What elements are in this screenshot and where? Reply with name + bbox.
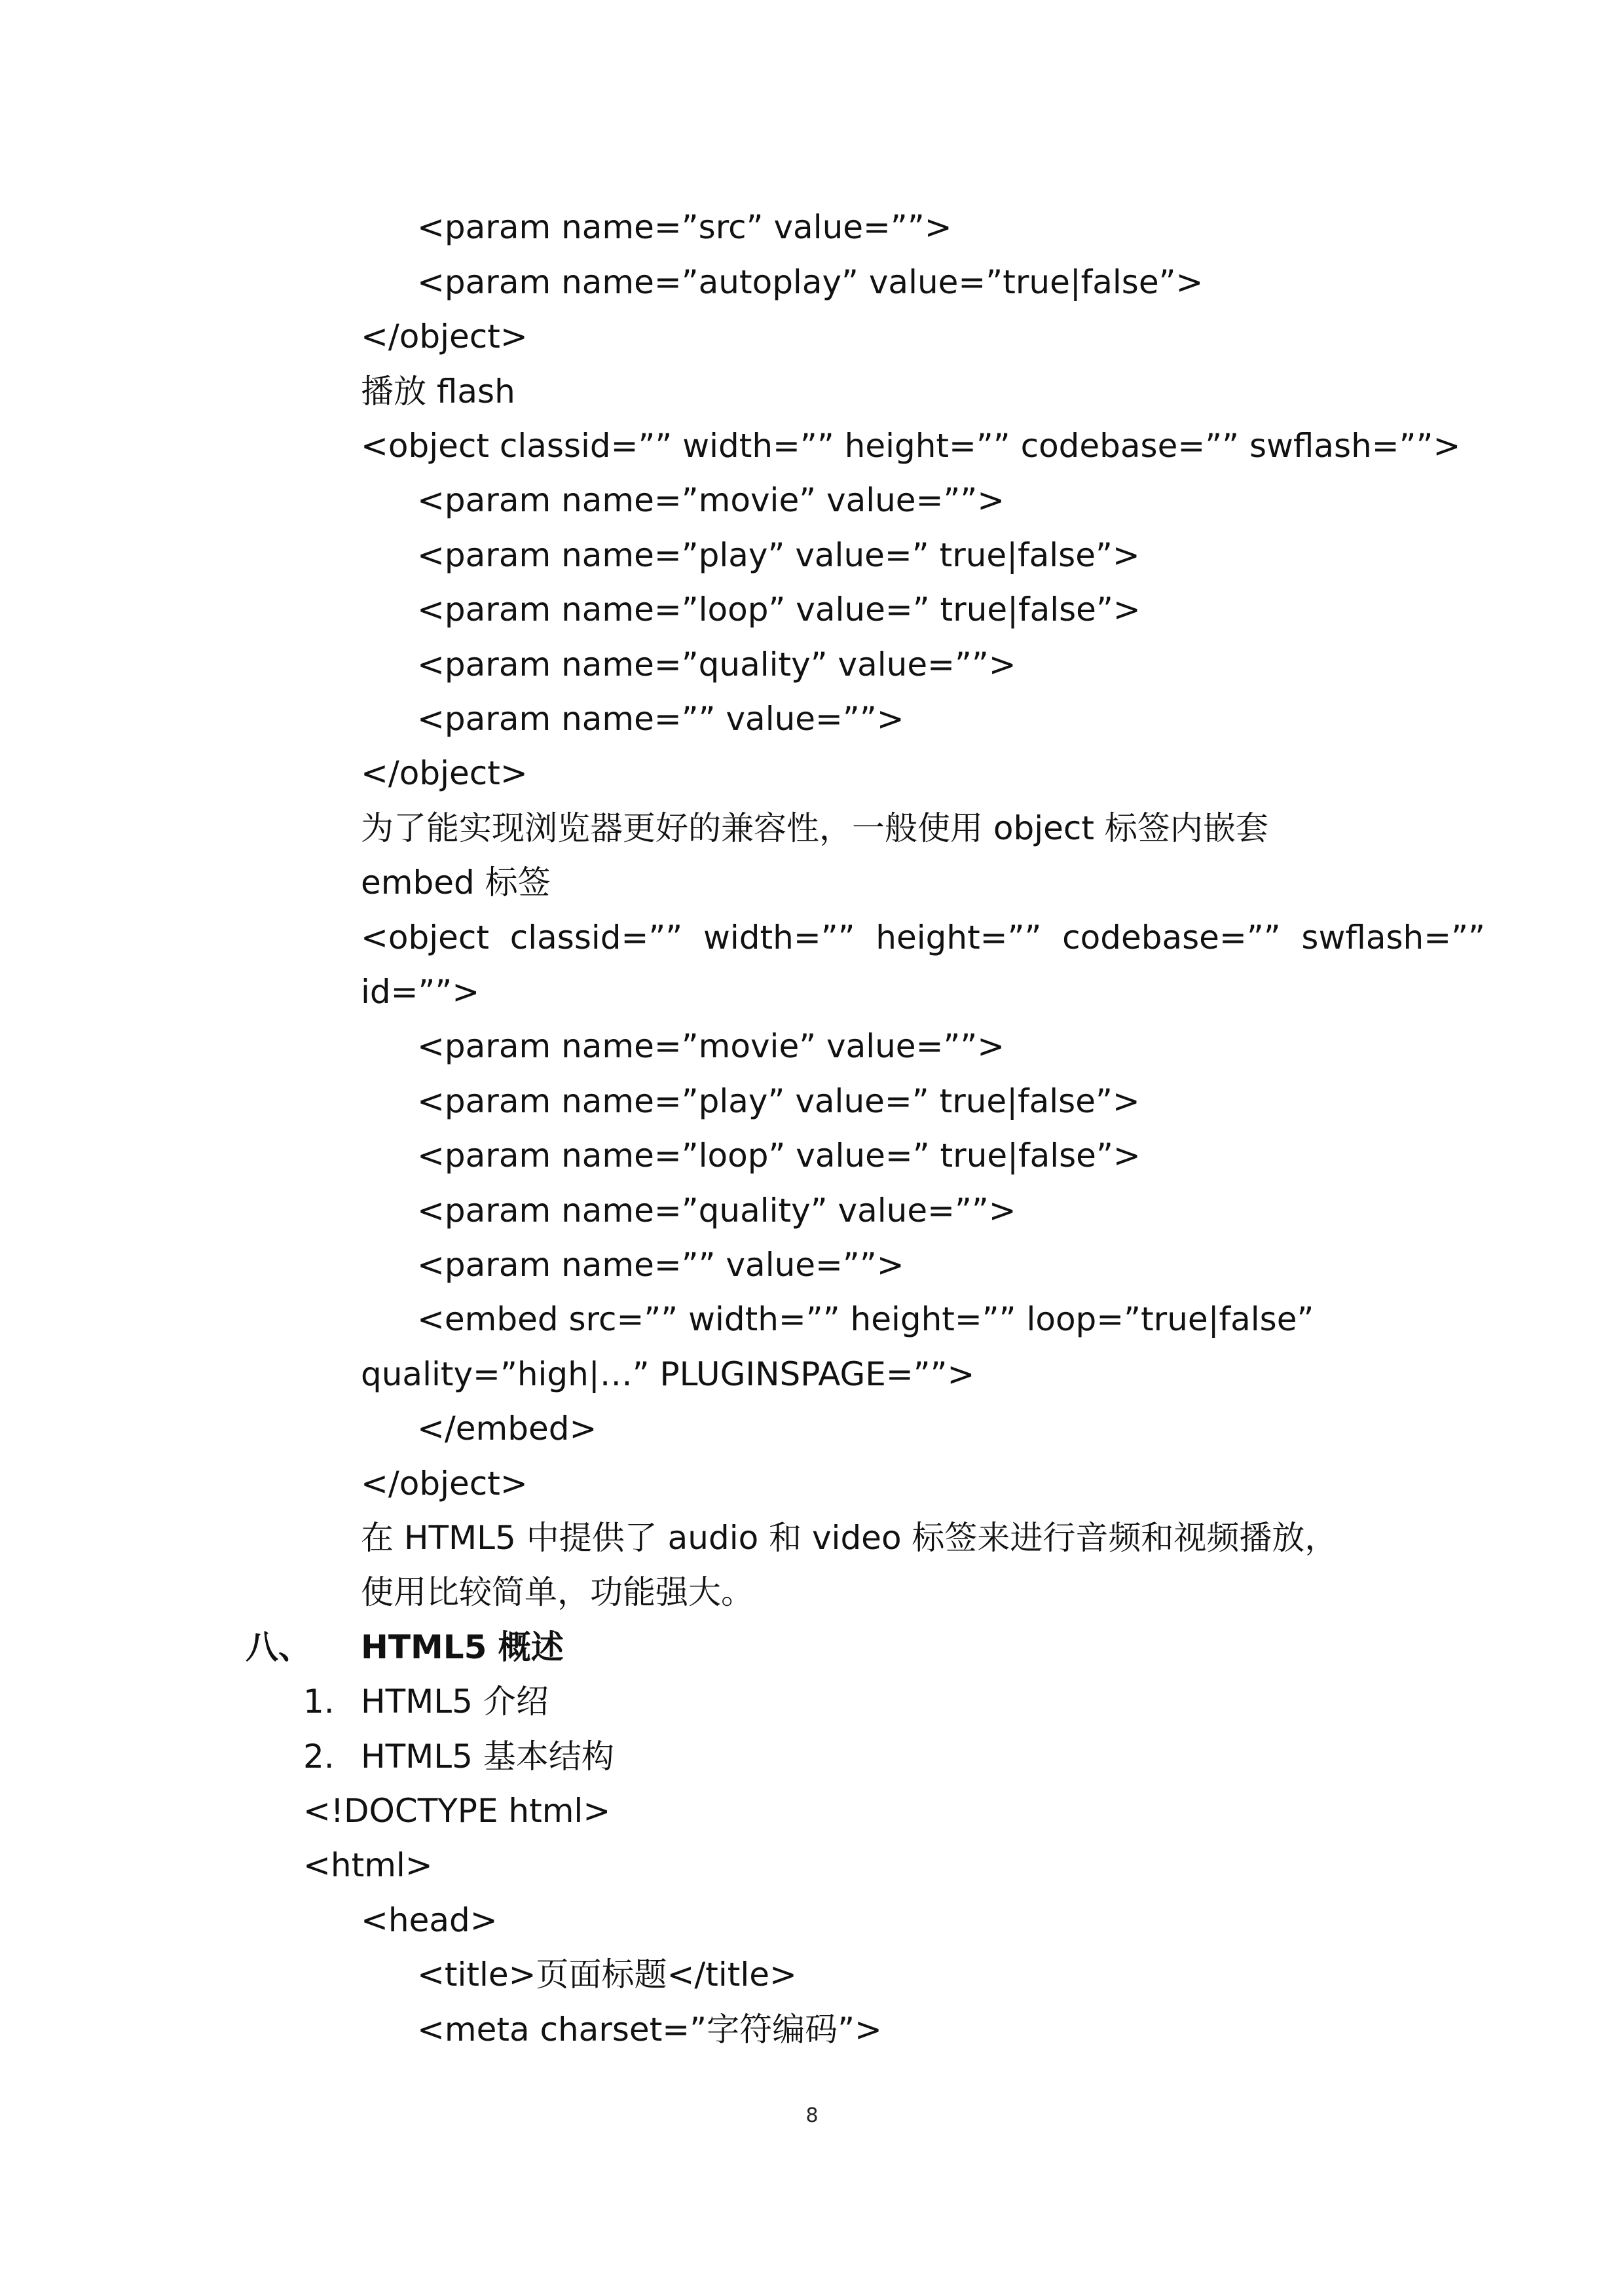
code-line: <param name=”” value=””> [417, 700, 904, 738]
code-line: <title>页面标题</title> [417, 1956, 797, 1994]
code-line: <html> [303, 1846, 433, 1884]
code-line: <param name=”movie” value=””> [417, 481, 1005, 519]
code-line: </object> [361, 754, 528, 792]
code-line: </object> [361, 1465, 528, 1503]
code-line: <object classid=”” width=”” height=”” codebase=”” swflash=””> [361, 427, 1461, 465]
code-line: <param name=”quality” value=””> [417, 646, 1016, 683]
code-line: </object> [361, 318, 528, 355]
section-number: 八、 [246, 1628, 311, 1666]
code-line: <param name=”src” value=””> [417, 208, 952, 246]
list-item: HTML5 基本结构 [361, 1738, 614, 1776]
code-line: <param name=”loop” value=” true|false”> [417, 591, 1141, 629]
code-line: <param name=”play” value=” true|false”> [417, 1082, 1140, 1120]
code-line: <object classid=”” width=”” height=”” codebase=”” swflash=”” [361, 919, 1485, 957]
text-line: 使用比较简单，功能强大。 [361, 1573, 754, 1611]
text-line: 播放 flash [361, 373, 515, 410]
code-line: id=””> [361, 973, 480, 1011]
text-line: 在 HTML5 中提供了 audio 和 video 标签来进行音频和视频播放， [361, 1519, 1338, 1557]
code-line: <head> [361, 1901, 498, 1939]
code-line: <embed src=”” width=”” height=”” loop=”true|false” [417, 1300, 1314, 1338]
list-item-number: 1. [303, 1683, 335, 1721]
code-line: quality=”high|…” PLUGINSPAGE=””> [361, 1355, 975, 1393]
code-line: <param name=”loop” value=” true|false”> [417, 1137, 1141, 1175]
text-line: 为了能实现浏览器更好的兼容性，一般使用 object 标签内嵌套 [361, 809, 1268, 847]
code-line: </embed> [417, 1410, 597, 1448]
text-line: embed 标签 [361, 864, 551, 902]
page-number: 8 [805, 2104, 819, 2127]
list-item-number: 2. [303, 1738, 335, 1776]
list-item: HTML5 介绍 [361, 1683, 549, 1721]
code-line: <!DOCTYPE html> [303, 1792, 611, 1830]
code-line: <param name=”” value=””> [417, 1246, 904, 1284]
code-line: <param name=”quality” value=””> [417, 1192, 1016, 1230]
section-title: HTML5 概述 [361, 1628, 564, 1666]
code-line: <param name=”play” value=” true|false”> [417, 536, 1140, 574]
code-line: <param name=”autoplay” value=”true|false”> [417, 263, 1204, 301]
code-line: <param name=”movie” value=””> [417, 1027, 1005, 1065]
code-line: <meta charset=”字符编码”> [417, 2011, 882, 2049]
